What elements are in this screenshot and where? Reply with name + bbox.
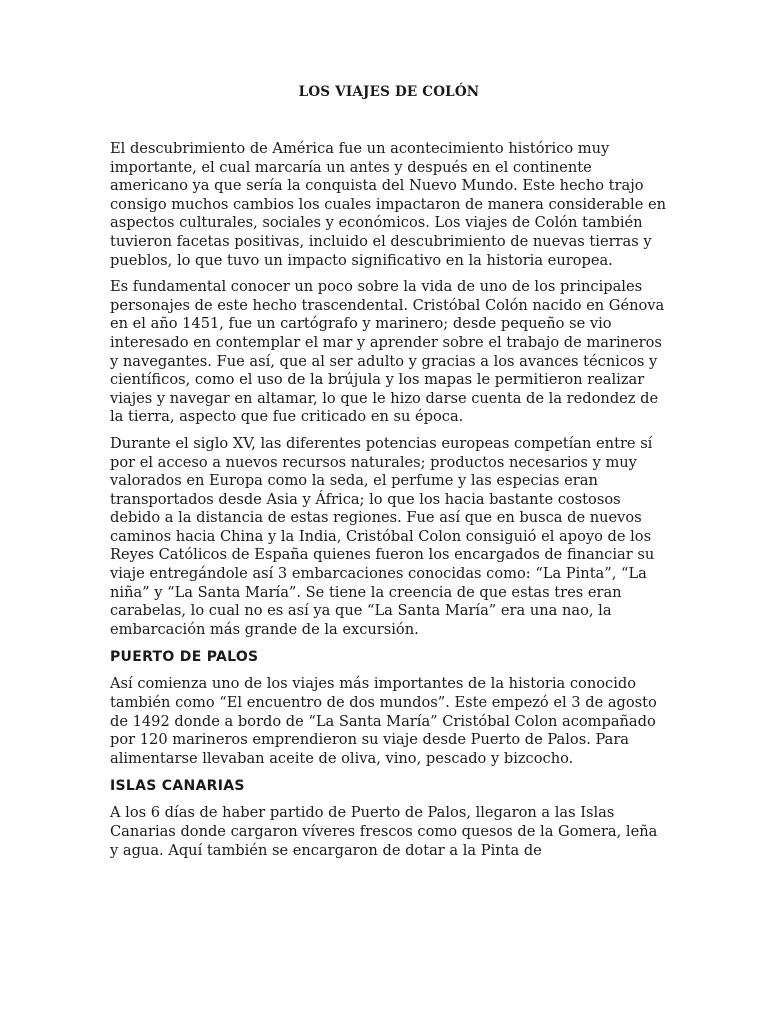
section-heading-islas-canarias: ISLAS CANARIAS — [110, 778, 245, 795]
paragraph-puerto-de-palos: Así comienza uno de los viajes más importantes de la historia conocido también como “El encuentro de dos mundos”. Este empezó el 3 de agosto de 1492 donde a bordo de “La Santa María” Cristóbal Colon acompañado por 120 marineros emprendieron su viaje desde Puerto de Palos. Para alimentarse llevaban aceite de oliva, vino, pescado y bizcocho. — [110, 675, 657, 767]
paragraph-islas-canarias: A los 6 días de haber partido de Puerto de Palos, llegaron a las Islas Canarias donde cargaron víveres frescos como quesos de la Gomera, leña y agua. Aquí también se encargaron de dotar a la Pinta de — [110, 804, 658, 859]
section-heading-puerto-de-palos: PUERTO DE PALOS — [110, 649, 259, 666]
paragraph-intro: El descubrimiento de América fue un acontecimiento histórico muy importante, el cual marcaría un antes y después en el continente americano ya que sería la conquista del Nuevo Mundo. Este hecho trajo consigo muchos cambios los cuales impactaron de manera considerable en aspectos culturales, sociales y económicos. Los viajes de Colón también tuvieron facetas positivas, incluido el descubrimiento de nuevas tierras y pueblos, lo que tuvo un impacto significativo en la historia europea. — [110, 140, 667, 269]
document-title: LOS VIAJES DE COLÓN — [298, 84, 480, 100]
paragraph-siglo-xv: Durante el siglo XV, las diferentes potencias europeas competían entre sí por el acceso a nuevos recursos naturales; productos necesarios y muy valorados en Europa como la seda, el perfume y las especias eran transportados desde Asia y África; lo que los hacia bastante costosos debido a la distancia de estas regiones. Fue así que en busca de nuevos caminos hacia China y la India, Cristóbal Colon consiguió el apoyo de los Reyes Católicos de España quienes fueron los encargados de financiar su viaje entregándole así 3 embarcaciones conocidas como: “La Pinta”, “La niña” y “La Santa María”. Se tiene la creencia de que estas tres eran carabelas, lo cual no es así ya que “La Santa María” era una nao, la embarcación más grande de la excursión. — [110, 434, 655, 638]
paragraph-colon-life: Es fundamental conocer un poco sobre la vida de uno de los principales personajes de este hecho trascendental. Cristóbal Colón nacido en Génova en el año 1451, fue un cartógrafo y marinero; desde pequeño se vio interesado en contemplar el mar y aprender sobre el trabajo de marineros y navegantes. Fue así, que al ser adulto y gracias a los avances técnicos y científicos, como el uso de la brújula y los mapas le permitieron realizar viajes y navegar en altamar, lo que le hizo darse cuenta de la redondez de la tierra, aspecto que fue criticado en su época. — [110, 278, 665, 426]
